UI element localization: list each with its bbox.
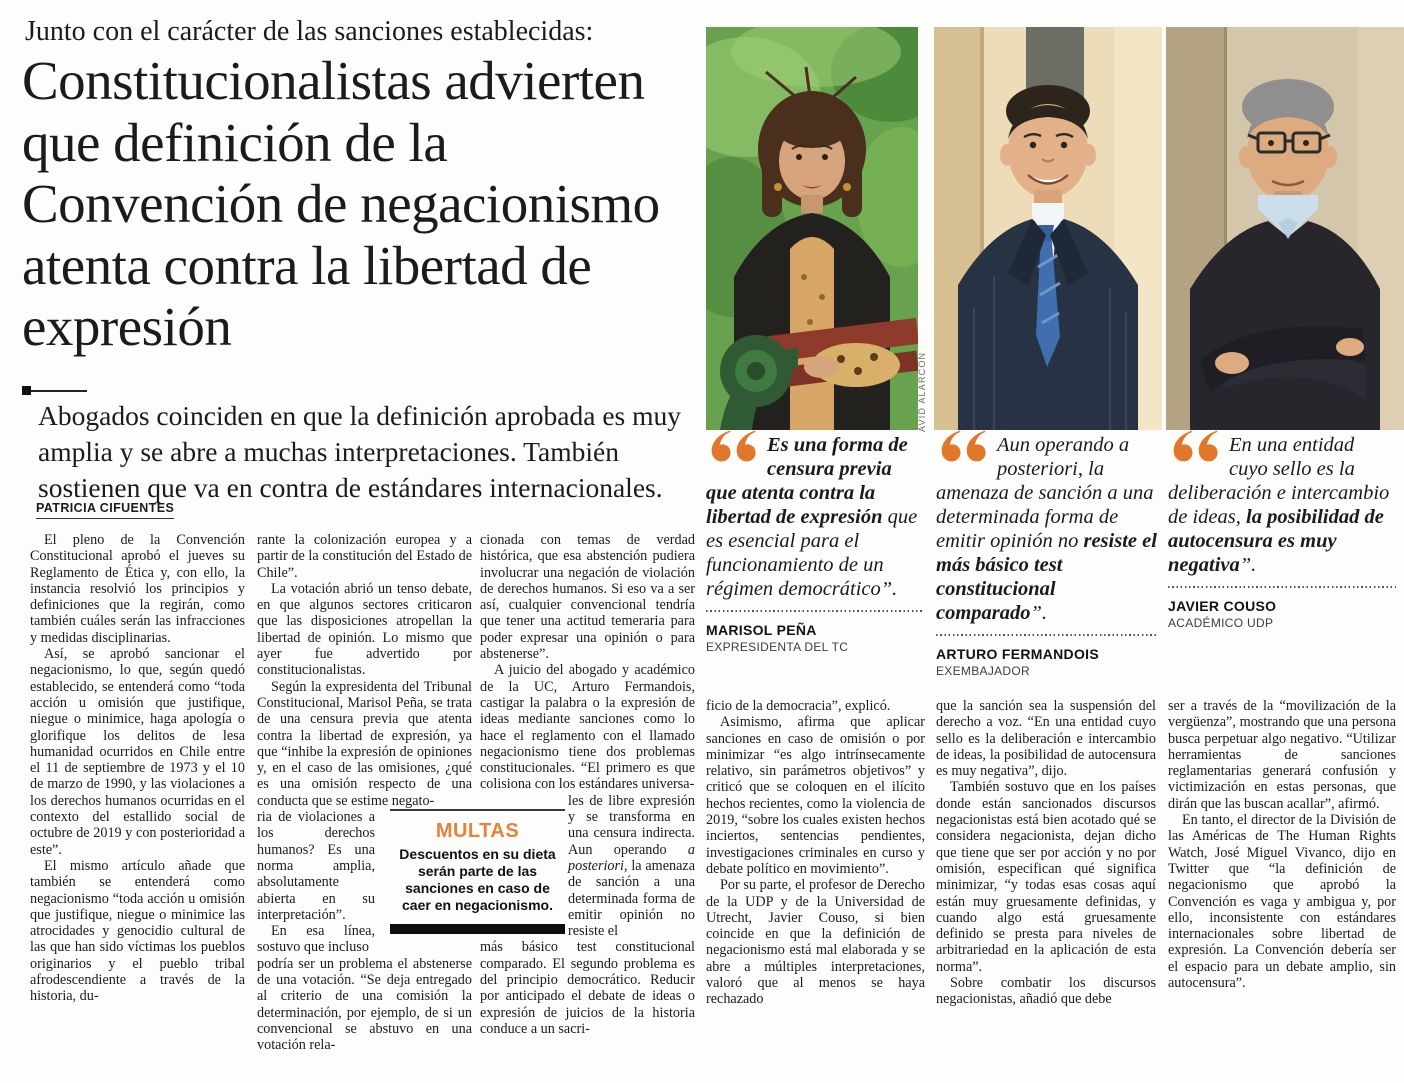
article-column-3: [480, 532, 695, 1037]
callout-title: MULTAS: [435, 820, 520, 842]
open-quote-icon: [1168, 430, 1222, 462]
quote-author-role: EXEMBAJADOR: [936, 664, 1030, 678]
open-quote-icon: [936, 430, 990, 462]
paragraph: ria de violaciones a los derechos humanos? Es una norma amplia, absolutamente abierta en su interpretación”.: [257, 809, 375, 923]
paragraph: El pleno de la Convención Constitucional aprobó el jueves su Reglamento de Ética y, con ello, la instancia resolvió los principios y definiciones que la regirán, como también cuáles serán las infracciones y medidas disciplinarias.: [30, 532, 245, 646]
pull-quote-arturo-fermandois: [936, 433, 1157, 678]
paragraph: que la sanción sea la suspensión del derecho a voz. “En una entidad cuyo sello es la deliberación e intercambio de ideas, la posibilidad de autocensura es muy negativa”, dijo.: [936, 698, 1156, 780]
quote-author-name: MARISOL PEÑA: [706, 622, 817, 638]
paragraph: Según la expresidenta del Tribunal Constitucional, Marisol Peña, se trata de una censura previa que atenta contra la libertad de expresión, ya que “inhibe la expresión de opiniones y, en el caso de las omisiones, ¿qué es una omisión respecto de una conducta que se estime negato-: [257, 678, 472, 809]
text-wrap-around-callout: [568, 793, 695, 940]
dotted-rule: [936, 634, 1157, 636]
paragraph: Sobre combatir los discursos negacionistas, añadió que debe: [936, 975, 1156, 1008]
portrait-arturo-fermandois-illustration: [934, 27, 1162, 430]
deck: Abogados coinciden en que la definición aprobada es muy amplia y se abre a muchas interpretaciones. También sostienen que va en contra de estándares internacionales.: [38, 400, 681, 503]
paragraph: podría ser un problema el abstenerse de una votación. “Se deja entregado al criterio de una comisión la determinación, por ejemplo, de si un convencional se abstuvo en una votación rela-: [257, 955, 472, 1054]
photo-javier-couso: [1166, 27, 1404, 430]
paragraph: ficio de la democracia”, explicó.: [706, 698, 891, 714]
byline: PATRICIA CIFUENTES: [36, 501, 174, 519]
multas-callout: [390, 809, 565, 934]
article-column-5: [936, 698, 1156, 1008]
pull-quote-marisol-pena: [706, 433, 923, 654]
paragraph: Así, se aprobó sancionar el negacionismo, lo que, según quedó establecido, se entenderá como “toda acción u omisión que justifique, niegue o minimice, haga apología o glorifique los delitos de lesa humanidad ocurridos en Chile entre el 11 de septiembre de 1973 y el 10 de marzo de 1990, y las violaciones a los derechos humanos ocurridas en el contexto del estallido social de octubre de 2019 y con posterioridad a este”.: [30, 646, 245, 858]
photo-marisol-pena: [706, 27, 918, 430]
text-wrap-around-callout: [257, 809, 375, 956]
callout-top-rule: [390, 809, 565, 811]
paragraph: más básico test constitucional comparado. El segundo problema es del principio democrático. Reducir por anticipado el debate de ideas o expresión de juicios de la historia conduce a un sacri-: [480, 939, 695, 1037]
paragraph: También sostuvo que en los países donde están sancionados discursos negacionistas está bien acotado qué se considera negacionista, dejan dicho que tiene que ser por acción y no por omisión, especifican qué significa minimizar, “y todas esas cosas aquí están muy gruesamente definidas, y cuando algo está gruesamente definido se presta para niveles de arbitrariedad en la aplicación de esta norma”.: [936, 779, 1156, 975]
rule-dot: [22, 386, 31, 395]
callout-bottom-bar: [390, 924, 565, 934]
paragraph: A juicio del abogado y académico de la UC, Arturo Fermandois, castigar la palabra o la expresión de ideas mediante sanciones como lo hace el reglamento con el llamado negacionismo tiene dos problemas constitucionales. “El primero es que colisiona con los estándares universa-: [480, 662, 695, 793]
quote-text: En una entidad cuyo sello es la deliberación e intercambio de ideas, la posibilidad de autocensura es muy negativa”.: [1168, 433, 1396, 577]
headline: Constitucionalistas advierten que definición de la Convención de negacionismo atenta contra la libertad de expresión: [22, 50, 660, 358]
paragraph: ser a través de la “movilización de la vergüenza”, mostrando que una persona busca perpetuar algo negativo. “Utilizar herramientas de sanciones reglamentarias generará confusión y victimización en estas personas, que dirán que las buscan acallar”, afirmó.: [1168, 698, 1396, 812]
quote-text: Es una forma de censura previa que atenta contra la libertad de expresión que es esencial para el funcionamiento de un régimen democrático”.: [706, 433, 923, 601]
photo-arturo-fermandois: [934, 27, 1162, 430]
paragraph: La votación abrió un tenso debate, en que algunos sectores criticaron que las disposiciones atropellan la libertad de opinión. Lo mismo que ayer fue advertido por constitucionalistas.: [257, 580, 472, 679]
portrait-javier-couso-illustration: [1166, 27, 1404, 430]
rule-line: [31, 390, 87, 392]
article-column-4: [706, 698, 925, 1008]
paragraph: Asimismo, afirma que aplicar sanciones en caso de omisión o por minimizar “es algo intrínsecamente relativo, sin parámetros objetivos” y criticó que se coloquen en el ilícito hechos recientes, como la violencia de 2019, “sobre los cuales existen hechos inciertos, sentencias pendientes, investigaciones criminales en curso y debate político en movimiento”.: [706, 714, 925, 877]
quote-author-name: ARTURO FERMANDOIS: [936, 646, 1099, 662]
portrait-marisol-pena-illustration: [706, 27, 918, 430]
quote-author-role: ACADÉMICO UDP: [1168, 616, 1274, 630]
paragraph: El mismo artículo añade que también se entenderá como negacionismo “toda acción u omisión que justifique, niegue o minimice las atrocidades y genocidio cultural de las que han sido víctimas los pueblos originarios y el pueblo tribal afrodescendiente a través de la historia, du-: [30, 857, 245, 1005]
callout-text: Descuentos en su dieta serán parte de las sanciones en caso de caer en negacionismo.: [399, 846, 556, 914]
dotted-rule: [706, 610, 923, 612]
paragraph: cionada con temas de verdad histórica, que esa abstención pudiera involucrar una negación de violación de derechos humanos. Si eso va a ser así, cualquier convencional tendría que tener una actitud temeraria para poder expresar una opinión o para abstenerse”.: [480, 532, 695, 663]
paragraph: En esa línea, sostuvo que incluso: [257, 923, 375, 956]
italic-phrase: a posteriori: [568, 841, 695, 874]
quote-author-name: JAVIER COUSO: [1168, 598, 1277, 614]
paragraph: les de libre expresión y se transforma en una censura indirecta. Aun operando a posteriori, la amenaza de sanción a una determinada forma de emitir opinión no resiste el: [568, 792, 695, 940]
article-column-6: [1168, 698, 1396, 991]
deck-rule: [22, 386, 87, 395]
article-column-2: [257, 532, 472, 1054]
paragraph: Por su parte, el profesor de Derecho de la UDP y de la Universidad de Utrecht, Javier Couso, si bien coincide en que la definición de negacionismo está mal elaborada y se abre a múltiples interpretaciones, valoró que al menos se haya rechazado: [706, 877, 925, 1008]
open-quote-icon: [706, 430, 760, 462]
kicker: Junto con el carácter de las sanciones establecidas:: [25, 16, 594, 47]
quote-author-role: EXPRESIDENTA DEL TC: [706, 640, 849, 654]
dotted-rule: [1168, 586, 1396, 588]
quote-text: Aun operando a posteriori, la amenaza de sanción a una determinada forma de emitir opinión no resiste el más básico test constitucional comparado”.: [936, 433, 1157, 625]
article-column-1: [30, 532, 245, 1005]
photo-credit: AVID ALARCÓN: [917, 351, 927, 432]
paragraph: rante la colonización europea y a partir de la constitución del Estado de Chile”.: [257, 532, 472, 581]
pull-quote-javier-couso: [1168, 433, 1396, 630]
paragraph: En tanto, el director de la División de las Américas de The Human Rights Watch, José Miguel Vivanco, dijo en Twitter que “la definición de negacionismo que aprobó la Convención es vaga y ambigua y, por ello, inconsistente con estándares internacionales sobre libertad de expresión. La Convención debería ser el espacio para un debate amplio, sin autocensura”.: [1168, 812, 1396, 992]
